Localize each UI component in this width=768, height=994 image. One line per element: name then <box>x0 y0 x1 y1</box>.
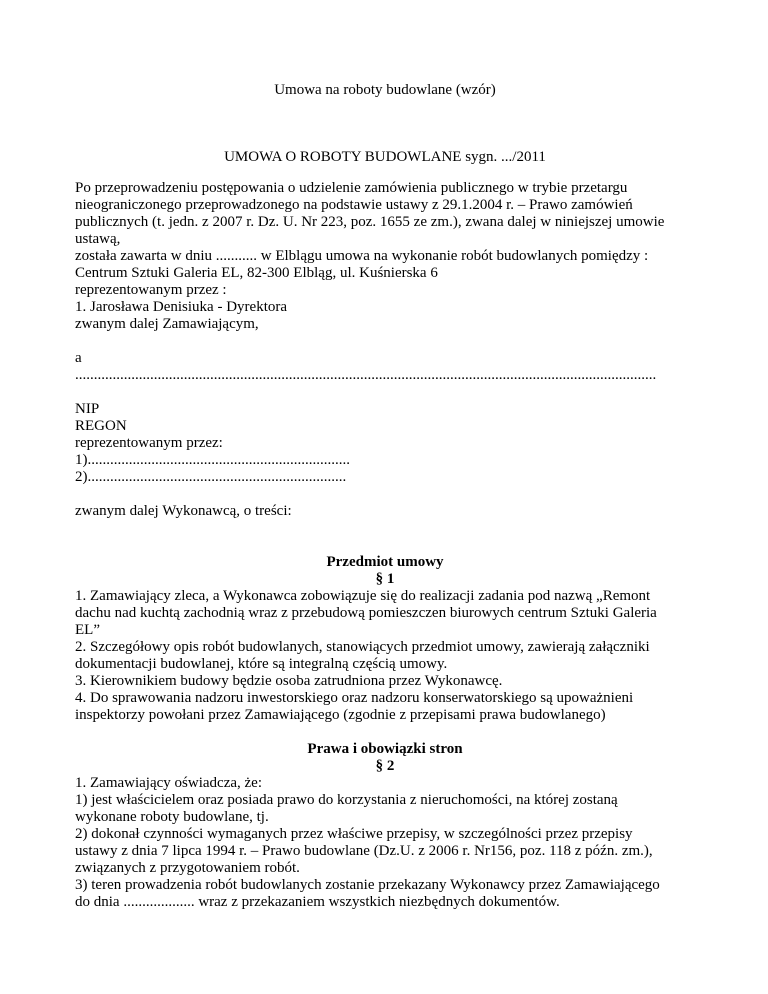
intro-line: 1. Jarosława Denisiuka - Dyrektora <box>75 299 288 315</box>
section-1-line: dachu nad kuchtą zachodnią wraz z przebudową pomieszczen biurowych centrum Sztuki Galeria <box>75 605 657 621</box>
intro-line: ustawą, <box>75 231 121 247</box>
contract-title: UMOWA O ROBOTY BUDOWLANE sygn. .../2011 <box>224 149 546 165</box>
intro-line: reprezentowanym przez : <box>75 282 227 298</box>
section-1-line: dokumentacji budowlanej, które są integralną częścią umowy. <box>75 656 448 672</box>
document-title: Umowa na roboty budowlane (wzór) <box>274 82 496 98</box>
contractor-name-dots: ........................................................................................................................................................... <box>75 367 657 383</box>
nip-label: NIP <box>75 401 100 417</box>
section-2-line: do dnia ................... wraz z przekazaniem wszystkich niezbędnych dokumentów. <box>75 894 560 910</box>
section-1-line: inspektorzy powołani przez Zamawiającego (zgodnie z przepisami prawa budowlanego) <box>75 707 606 723</box>
section-1-line: 3. Kierownikiem budowy będzie osoba zatrudniona przez Wykonawcę. <box>75 673 503 689</box>
intro-line: zwanym dalej Zamawiającym, <box>75 316 259 332</box>
section-2-line: ustawy z dnia 7 lipca 1994 r. – Prawo budowlane (Dz.U. z 2006 r. Nr156, poz. 118 z późn. zm.), <box>75 843 653 859</box>
contractor-called: zwanym dalej Wykonawcą, o treści: <box>75 503 292 519</box>
section-2-line: związanych z przygotowaniem robót. <box>75 860 300 876</box>
regon-label: REGON <box>75 418 127 434</box>
section-2-line: 2) dokonał czynności wymaganych przez właściwe przepisy, w szczególności przez przepisy <box>75 826 633 842</box>
section-1-line: 4. Do sprawowania nadzoru inwestorskiego oraz nadzoru konserwatorskiego są upoważnieni <box>75 690 634 706</box>
section-2-line: 1. Zamawiający oświadcza, że: <box>75 775 262 791</box>
section-2-line: wykonane roboty budowlane, tj. <box>75 809 269 825</box>
representative-2: 2)..................................................................... <box>75 469 347 485</box>
section-2-line: 1) jest właścicielem oraz posiada prawo do korzystania z nieruchomości, na której zostaną <box>75 792 618 808</box>
intro-line: Po przeprowadzeniu postępowania o udzielenie zamówienia publicznego w trybie przetargu <box>75 180 628 196</box>
represented-label: reprezentowanym przez: <box>75 435 223 451</box>
section-1-line: 1. Zamawiający zleca, a Wykonawca zobowiązuje się do realizacji zadania pod nazwą „Remont <box>75 588 651 604</box>
intro-line: Centrum Sztuki Galeria EL, 82-300 Elbląg, ul. Kuśnierska 6 <box>75 265 438 281</box>
section-2-heading: Prawa i obowiązki stron <box>307 741 463 757</box>
representative-1: 1)...................................................................... <box>75 452 350 468</box>
section-1-line: EL” <box>75 622 100 638</box>
intro-line: publicznych (t. jedn. z 2007 r. Dz. U. Nr 223, poz. 1655 ze zm.), zwana dalej w niniejszej umowie <box>75 214 665 230</box>
section-1-heading: Przedmiot umowy <box>326 554 444 570</box>
section-2-line: 3) teren prowadzenia robót budowlanych zostanie przekazany Wykonawcy przez Zamawiającego <box>75 877 660 893</box>
section-1-number: § 1 <box>375 571 395 587</box>
intro-line: nieograniczonego przeprowadzonego na podstawie ustawy z 29.1.2004 r. – Prawo zamówień <box>75 197 633 213</box>
and-label: a <box>75 350 82 366</box>
section-1-line: 2. Szczegółowy opis robót budowlanych, stanowiących przedmiot umowy, zawierają załączniki <box>75 639 650 655</box>
section-2-number: § 2 <box>375 758 395 774</box>
intro-line: została zawarta w dniu ........... w Elblągu umowa na wykonanie robót budowlanych pomiędzy : <box>75 248 649 264</box>
